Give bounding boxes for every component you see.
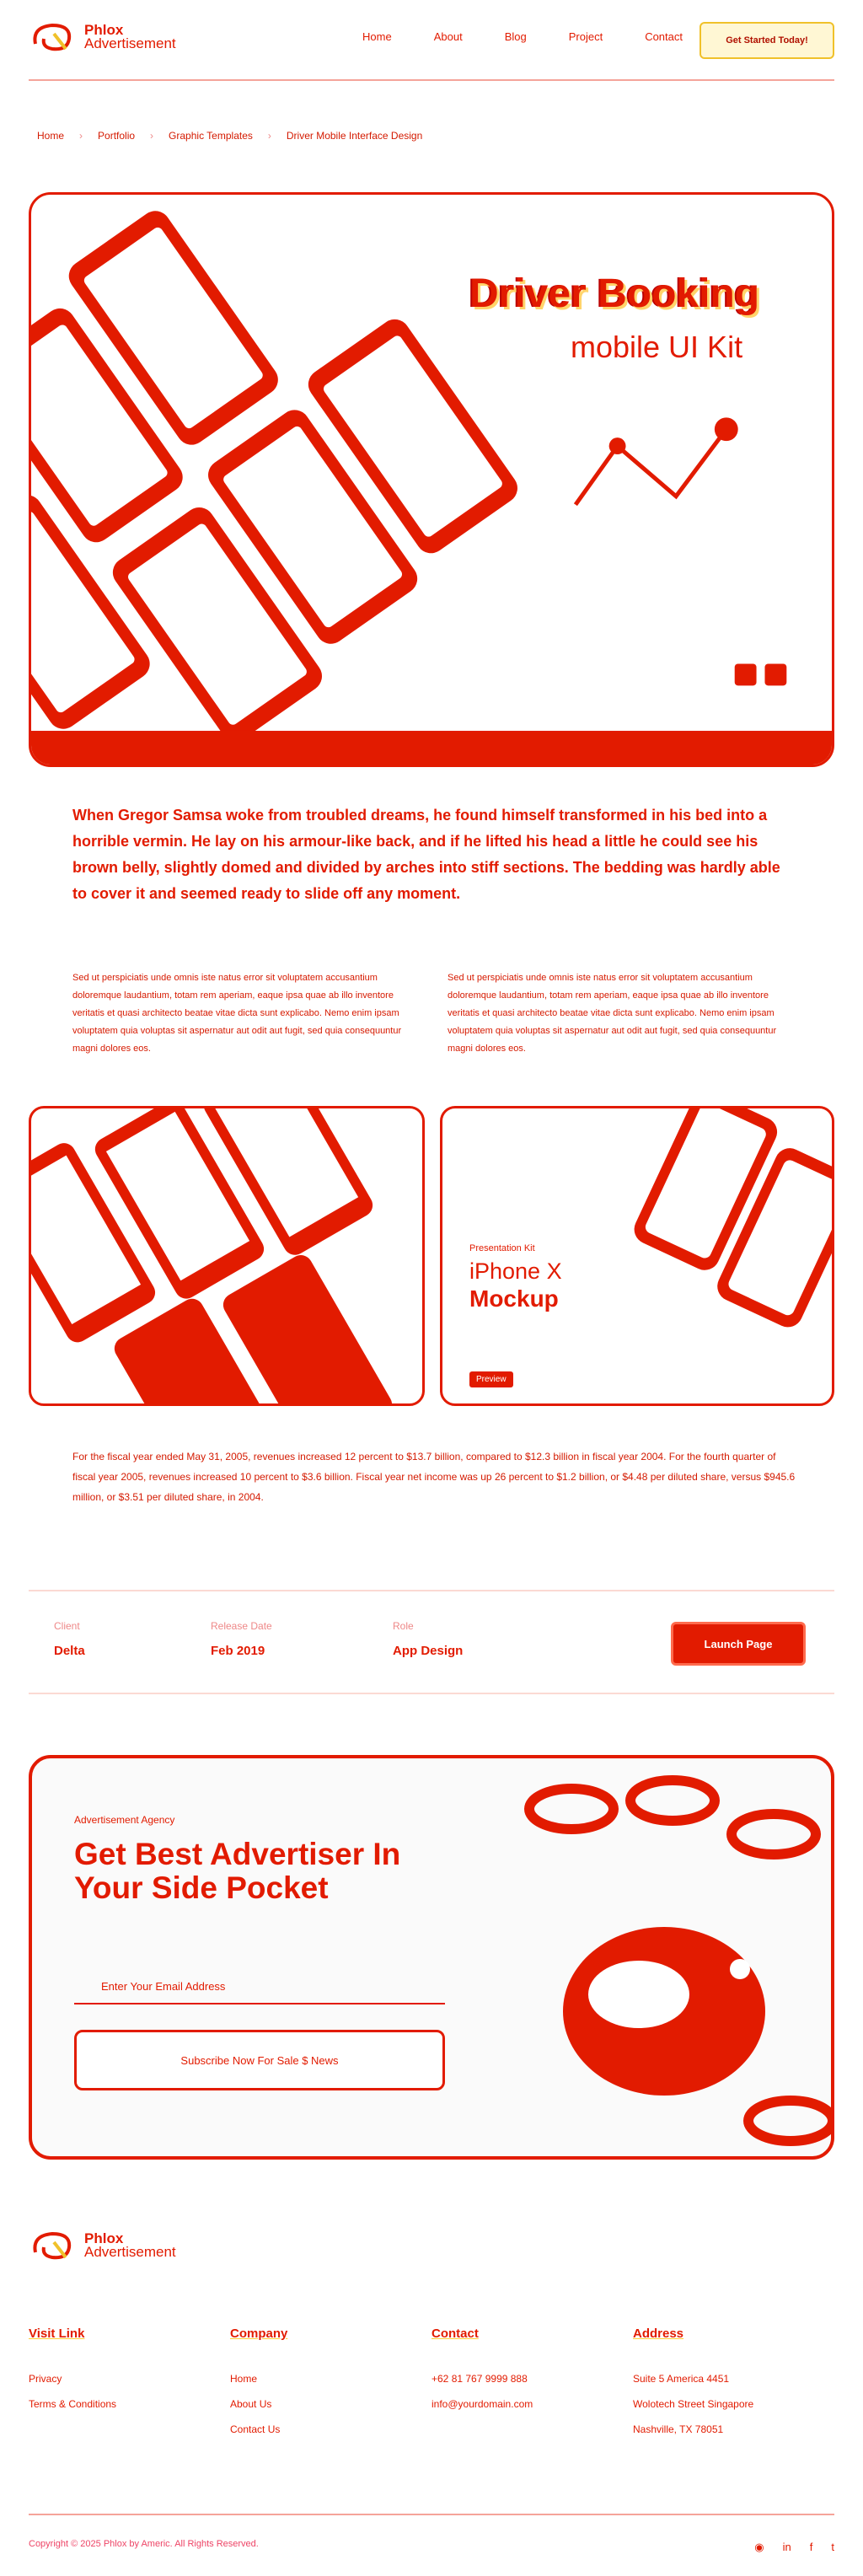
facebook-icon[interactable]: f bbox=[809, 2541, 813, 2553]
nav-project[interactable]: Project bbox=[568, 30, 603, 43]
role-label: Role bbox=[393, 1620, 414, 1632]
footer-phone[interactable]: +62 81 767 9999 888 bbox=[432, 2373, 528, 2385]
chevron-right-icon: › bbox=[150, 130, 154, 142]
client-label: Client bbox=[54, 1620, 80, 1632]
footer-contact-title: Contact bbox=[432, 2326, 479, 2341]
footer-link-about[interactable]: About Us bbox=[230, 2398, 272, 2410]
role-info bbox=[393, 1620, 463, 1658]
gallery-image-left[interactable] bbox=[29, 1106, 425, 1406]
mockup-title: iPhone X bbox=[469, 1258, 562, 1284]
social-links bbox=[754, 2541, 834, 2554]
nav-about[interactable]: About bbox=[433, 30, 463, 43]
release-date-label: Release Date bbox=[211, 1620, 272, 1632]
logo-icon bbox=[29, 19, 78, 56]
mockup-label: Presentation Kit bbox=[469, 1243, 535, 1253]
newsletter-title: Get Best Advertiser In Your Side Pocket bbox=[74, 1837, 401, 1905]
hero-image bbox=[29, 192, 834, 767]
instagram-icon[interactable]: ◉ bbox=[754, 2541, 764, 2553]
footer-address-line: Nashville, TX 78051 bbox=[633, 2423, 724, 2435]
footer-brand-name: Phlox bbox=[84, 2230, 124, 2246]
breadcrumb-portfolio[interactable]: Portfolio bbox=[98, 130, 136, 142]
logo-icon bbox=[29, 2227, 78, 2264]
hero-title: Driver Booking bbox=[469, 271, 760, 316]
get-started-button[interactable]: Get Started Today! bbox=[700, 22, 834, 59]
gallery-image-right[interactable] bbox=[440, 1106, 834, 1406]
screens-collage-illustration bbox=[31, 1108, 422, 1403]
logo[interactable] bbox=[29, 19, 176, 56]
breadcrumb-home[interactable]: Home bbox=[37, 130, 65, 142]
twitter-icon[interactable]: t bbox=[831, 2541, 834, 2553]
footer-contact bbox=[432, 2326, 633, 2442]
footer-email[interactable]: info@yourdomain.com bbox=[432, 2398, 533, 2410]
nav-home[interactable]: Home bbox=[362, 30, 392, 43]
breadcrumb-current: Driver Mobile Interface Design bbox=[286, 130, 423, 142]
newsletter-tag: Advertisement Agency bbox=[74, 1814, 175, 1826]
nav-contact[interactable]: Contact bbox=[645, 30, 683, 43]
footer-visit-title: Visit Link bbox=[29, 2326, 85, 2341]
chevron-right-icon: › bbox=[267, 130, 271, 142]
email-input[interactable] bbox=[74, 1969, 445, 2004]
site-header bbox=[29, 0, 834, 81]
preview-button[interactable]: Preview bbox=[469, 1371, 513, 1387]
iphone-mockup-illustration bbox=[442, 1108, 832, 1403]
footer-brand-tagline: Advertisement bbox=[84, 2244, 176, 2260]
footer-address-line: Suite 5 America 4451 bbox=[633, 2373, 730, 2385]
launch-page-button[interactable]: Launch Page bbox=[671, 1622, 806, 1666]
footer-link-contact[interactable]: Contact Us bbox=[230, 2423, 281, 2435]
copyright-text: Copyright © 2025 Phlox by Americ. All Rights Reserved. bbox=[29, 2539, 259, 2549]
lead-paragraph: When Gregor Samsa woke from troubled dreams, he found himself transformed in his bed into a horrible vermin. He lay on his armour-like back, and if he lifted his head a little he could see his brown belly, slightly domed and divided by arches into stiff sections. The bedding was hardly able to cover it and seemed ready to slide off any moment. bbox=[72, 807, 780, 902]
chevron-right-icon: › bbox=[79, 130, 83, 142]
footer-company-title: Company bbox=[230, 2326, 288, 2341]
breadcrumb-graphic-templates[interactable]: Graphic Templates bbox=[169, 130, 253, 142]
role-value: App Design bbox=[393, 1644, 464, 1658]
footer-visit-links bbox=[29, 2326, 230, 2442]
footer-address bbox=[633, 2326, 834, 2442]
fiscal-paragraph: For the fiscal year ended May 31, 2005, revenues increased 12 percent to $13.7 billion, compared to $12.3 billion in fiscal year 2004. For the fourth quarter of fiscal year 2005, revenues increased 10 percent to $3.6 billion. Fiscal year net income was up 26 percent to $1.2 billion, or $4.48 per diluted share, versus $945.6 million, or $3.51 per diluted share, in 2004. bbox=[72, 1451, 796, 1503]
main-nav bbox=[362, 30, 683, 43]
client-info bbox=[54, 1620, 85, 1658]
footer-address-line: Wolotech Street Singapore bbox=[633, 2398, 754, 2410]
text-column-left: Sed ut perspiciatis unde omnis iste natus error sit voluptatem accusantium doloremque laudantium, totam rem aperiam, eaque ipsa quae ab illo inventore veritatis et quasi architecto beatae vitae dicta sunt explicabo. Nemo enim ipsam voluptatem quia voluptas sit aspernatur aut odit aut fugit, sed quia consequuntur magni dolores eos. bbox=[72, 973, 402, 1054]
project-meta bbox=[29, 1590, 834, 1694]
footer-link-terms[interactable]: Terms & Conditions bbox=[29, 2398, 117, 2410]
brand-tagline: Advertisement bbox=[84, 35, 176, 51]
nav-blog[interactable]: Blog bbox=[504, 30, 527, 43]
footer-address-title: Address bbox=[633, 2326, 684, 2341]
release-date-value: Feb 2019 bbox=[211, 1644, 265, 1658]
newsletter-section bbox=[29, 1755, 834, 2160]
mockup-subtitle: Mockup bbox=[469, 1285, 559, 1312]
footer-link-home[interactable]: Home bbox=[230, 2373, 258, 2385]
linkedin-icon[interactable]: in bbox=[782, 2541, 791, 2553]
subscribe-button[interactable]: Subscribe Now For Sale $ News bbox=[74, 2030, 445, 2090]
piggy-bank-illustration bbox=[470, 1758, 834, 2160]
release-date-info bbox=[211, 1620, 272, 1658]
breadcrumb bbox=[37, 130, 422, 142]
footer-columns bbox=[29, 2326, 834, 2442]
client-value: Delta bbox=[54, 1644, 85, 1658]
text-column-right: Sed ut perspiciatis unde omnis iste natus error sit voluptatem accusantium doloremque laudantium, totam rem aperiam, eaque ipsa quae ab illo inventore veritatis et quasi architecto beatae vitae dicta sunt explicabo. Nemo enim ipsam voluptatem quia voluptas sit aspernatur aut odit aut fugit, sed quia consequuntur magni dolores eos. bbox=[448, 973, 777, 1054]
brand-name: Phlox bbox=[84, 22, 124, 38]
footer-bottom bbox=[29, 2514, 834, 2553]
text-columns bbox=[72, 969, 789, 1058]
footer-link-privacy[interactable]: Privacy bbox=[29, 2373, 62, 2385]
hero-subtitle: mobile UI Kit bbox=[571, 330, 743, 364]
footer-logo[interactable] bbox=[29, 2227, 176, 2264]
footer-company-links bbox=[230, 2326, 432, 2442]
